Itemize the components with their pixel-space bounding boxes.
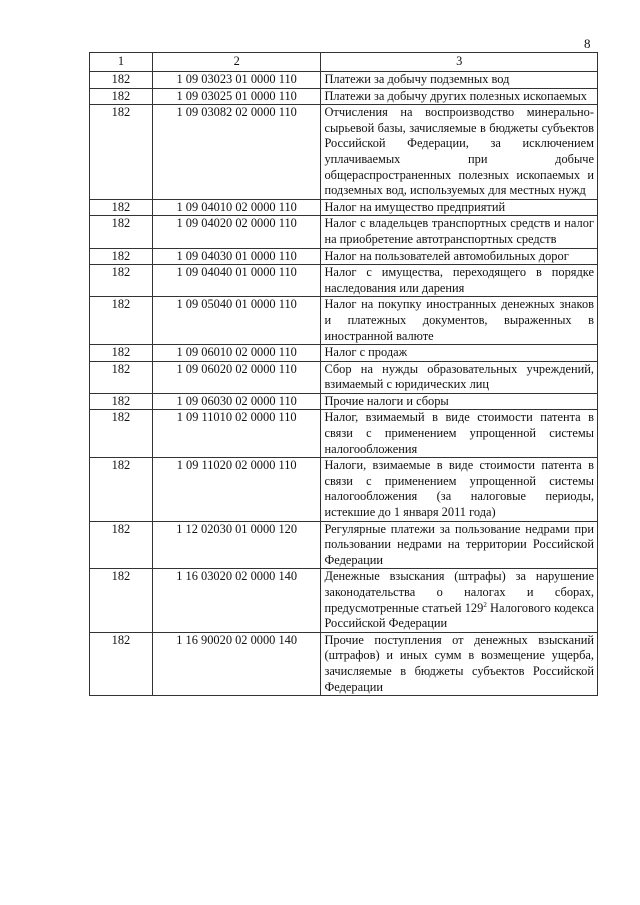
revenue-name-text: Денежные взыскания (штрафы) за нарушение законодательства о налогах и сборах, предусмотренные статьей 129 [324, 569, 594, 615]
table-row [90, 248, 598, 265]
revenue-name-cell [321, 569, 598, 632]
admin-code-cell: 182 [90, 632, 153, 695]
table-row [90, 361, 598, 393]
table-row [90, 458, 598, 521]
admin-code-cell: 182 [90, 297, 153, 345]
admin-code-cell: 182 [90, 248, 153, 265]
admin-code-cell: 182 [90, 265, 153, 297]
table-row [90, 199, 598, 216]
table-row [90, 632, 598, 695]
revenue-name-cell: Сбор на нужды образовательных учреждений, взимаемый с юридических лиц [321, 361, 598, 393]
column-header: 2 [152, 53, 321, 72]
kbk-code-cell: 1 09 04010 02 0000 110 [152, 199, 321, 216]
revenue-name-cell: Налог с владельцев транспортных средств и налог на приобретение автотранспортных средств [321, 216, 598, 248]
admin-code-cell: 182 [90, 521, 153, 569]
page-number: 8 [584, 36, 591, 51]
admin-code-cell: 182 [90, 216, 153, 248]
kbk-code-cell: 1 12 02030 01 0000 120 [152, 521, 321, 569]
revenue-name-cell: Платежи за добычу других полезных ископаемых [321, 88, 598, 105]
revenue-name-cell: Налог с продаж [321, 345, 598, 362]
kbk-code-cell: 1 09 11010 02 0000 110 [152, 410, 321, 458]
admin-code-cell: 182 [90, 345, 153, 362]
kbk-code-cell: 1 09 06020 02 0000 110 [152, 361, 321, 393]
admin-code-cell: 182 [90, 361, 153, 393]
kbk-code-cell: 1 09 03082 02 0000 110 [152, 105, 321, 200]
table-row [90, 410, 598, 458]
revenue-name-cell: Прочие поступления от денежных взысканий (штрафов) и иных сумм в возмещение ущерба, зачисляемые в бюджеты субъектов Российской Федерации [321, 632, 598, 695]
table-row [90, 569, 598, 632]
revenue-name-cell: Налог на имущество предприятий [321, 199, 598, 216]
admin-code-cell: 182 [90, 72, 153, 89]
admin-code-cell: 182 [90, 410, 153, 458]
kbk-code-cell: 1 09 11020 02 0000 110 [152, 458, 321, 521]
revenue-name-text-tail: Налогового кодекса Российской Федерации [324, 600, 594, 631]
kbk-code-cell: 1 09 06030 02 0000 110 [152, 393, 321, 410]
revenue-name-cell: Налог на пользователей автомобильных дорог [321, 248, 598, 265]
kbk-code-cell: 1 09 06010 02 0000 110 [152, 345, 321, 362]
column-header: 3 [321, 53, 598, 72]
table-row [90, 345, 598, 362]
revenue-name-cell: Платежи за добычу подземных вод [321, 72, 598, 89]
kbk-code-cell: 1 09 04030 01 0000 110 [152, 248, 321, 265]
article-superscript: 2 [483, 600, 487, 609]
table-row [90, 88, 598, 105]
table-row [90, 297, 598, 345]
table-header-row [90, 53, 598, 72]
table-row [90, 393, 598, 410]
admin-code-cell: 182 [90, 569, 153, 632]
kbk-code-cell: 1 09 03025 01 0000 110 [152, 88, 321, 105]
revenue-name-cell: Налог с имущества, переходящего в порядке наследования или дарения [321, 265, 598, 297]
revenue-name-cell: Налоги, взимаемые в виде стоимости патента в связи с применением упрощенной системы налогообложения (за налоговые периоды, истекшие до 1 января 2011 года) [321, 458, 598, 521]
kbk-code-cell: 1 09 04020 02 0000 110 [152, 216, 321, 248]
admin-code-cell: 182 [90, 458, 153, 521]
revenue-name-cell: Налог на покупку иностранных денежных знаков и платежных документов, выраженных в иностранной валюте [321, 297, 598, 345]
kbk-code-cell: 1 09 05040 01 0000 110 [152, 297, 321, 345]
kbk-code-cell: 1 16 03020 02 0000 140 [152, 569, 321, 632]
revenue-codes-table [89, 52, 598, 696]
revenue-name-cell: Прочие налоги и сборы [321, 393, 598, 410]
revenue-name-cell: Отчисления на воспроизводство минерально-сырьевой базы, зачисляемые в бюджеты субъектов Российской Федерации, за исключением уплачиваемых при добыче общераспространенных полезных ископаемых и подземных вод, используемых для местных нужд [321, 105, 598, 200]
column-header: 1 [90, 53, 153, 72]
kbk-code-cell: 1 09 04040 01 0000 110 [152, 265, 321, 297]
table-row [90, 72, 598, 89]
table-row [90, 265, 598, 297]
table-row [90, 521, 598, 569]
kbk-code-cell: 1 09 03023 01 0000 110 [152, 72, 321, 89]
revenue-name-cell: Регулярные платежи за пользование недрами при пользовании недрами на территории Российской Федерации [321, 521, 598, 569]
revenue-name-cell: Налог, взимаемый в виде стоимости патента в связи с применением упрощенной системы налогообложения [321, 410, 598, 458]
admin-code-cell: 182 [90, 199, 153, 216]
admin-code-cell: 182 [90, 393, 153, 410]
table-row [90, 105, 598, 200]
admin-code-cell: 182 [90, 88, 153, 105]
kbk-code-cell: 1 16 90020 02 0000 140 [152, 632, 321, 695]
admin-code-cell: 182 [90, 105, 153, 200]
table-row [90, 216, 598, 248]
